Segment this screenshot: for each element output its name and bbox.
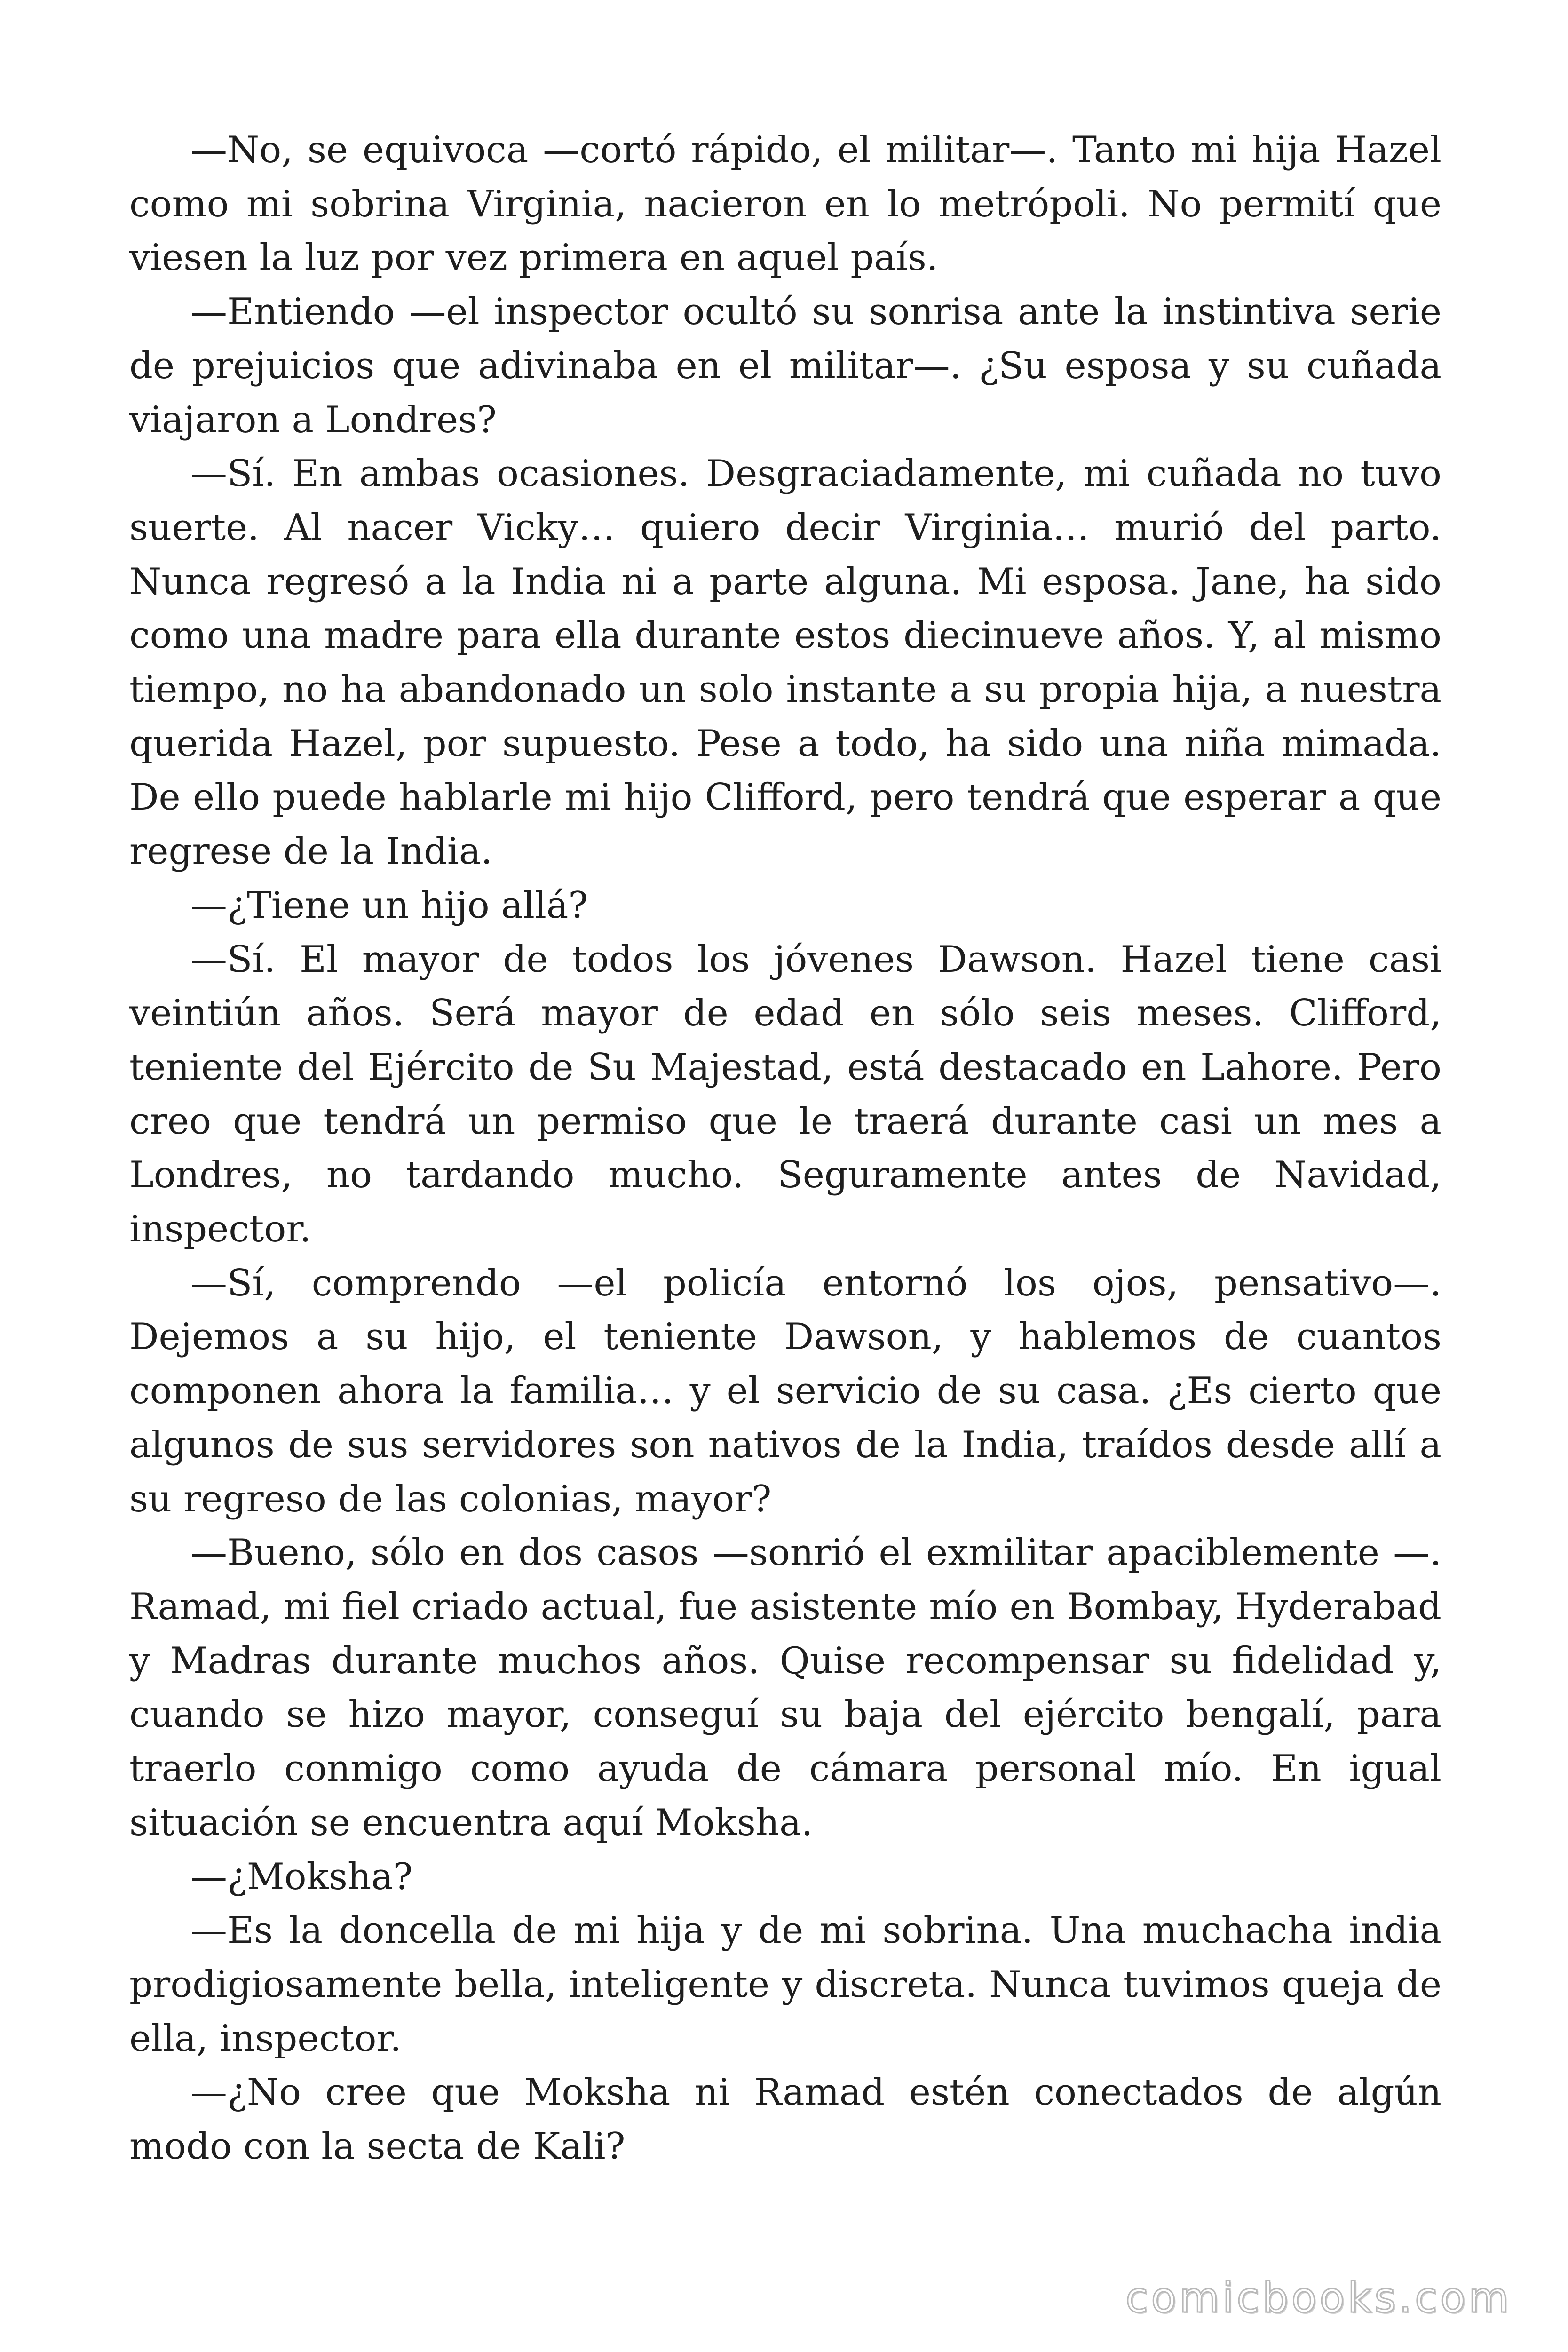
watermark: comicbooks.com [1125,2273,1512,2322]
paragraph: —¿Tiene un hijo allá? [190,884,588,927]
paragraph: —Sí. El mayor de todos los jóvenes Dawson. Hazel tiene casi veintiún años. Será mayor de edad en sólo seis meses. Clifford, teniente del Ejército de Su Majestad, está destacado en Lahore. Pero creo que tendrá un permiso que le traerá durante casi un mes a Londres, no tardando mucho. Seguramente antes de Navidad, inspector. [129,938,1441,1251]
paragraph: —Entiendo —el inspector ocultó su sonrisa ante la instintiva serie de prejuicios que adivinaba en el militar—. ¿Su esposa y su cuñada viajaron a Londres? [129,291,1441,441]
paragraph: —¿Moksha? [190,1855,413,1898]
paragraph: —¿No cree que Moksha ni Ramad estén conectados de algún modo con la secta de Kali? [129,2071,1441,2168]
paragraph: —Sí. En ambas ocasiones. Desgraciadamente, mi cuñada no tuvo suerte. Al nacer Vicky… quiero decir Virginia… murió del parto. Nunca regresó a la India ni a parte alguna. Mi esposa. Jane, ha sido como una madre para ella durante estos diecinueve años. Y, al mismo tiempo, no ha abandonado un solo instante a su propia hija, a nuestra querida Hazel, por supuesto. Pese a todo, ha sido una niña mimada. De ello puede hablarle mi hijo Clifford, pero tendrá que esperar a que regrese de la India. [129,453,1441,873]
paragraph: —No, se equivoca —cortó rápido, el militar—. Tanto mi hija Hazel como mi sobrina Virginia, nacieron en lo metrópoli. No permití que viesen la luz por vez primera en aquel país. [129,129,1441,279]
paragraph: —Sí, comprendo —el policía entornó los ojos, pensativo—. Dejemos a su hijo, el teniente Dawson, y hablemos de cuantos componen ahora la familia… y el servicio de su casa. ¿Es cierto que algunos de sus servidores son nativos de la India, traídos desde allí a su regreso de las colonias, mayor? [129,1262,1441,1520]
paragraph: —Bueno, sólo en dos casos —sonrió el exmilitar apaciblemente —. Ramad, mi fiel criado actual, fue asistente mío en Bombay, Hyderabad y Madras durante muchos años. Quise recompensar su fidelidad y, cuando se hizo mayor, conseguí su baja del ejército bengalí, para traerlo conmigo como ayuda de cámara personal mío. En igual situación se encuentra aquí Moksha. [129,1532,1441,1844]
book-page-text [129,123,1441,2174]
paragraph: —Es la doncella de mi hija y de mi sobrina. Una muchacha india prodigiosamente bella, inteligente y discreta. Nunca tuvimos queja de ella, inspector. [129,1909,1441,2060]
